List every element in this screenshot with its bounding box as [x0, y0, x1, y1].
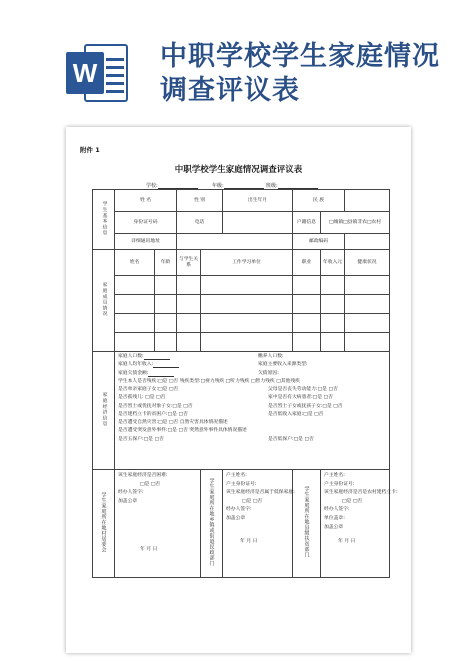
civil-affairs-head: 学生家庭所在地乡镇或街道民政部门 [201, 470, 223, 578]
economy-line: 是否烈士或优抚对象子女:□是 □否 [118, 403, 193, 409]
meta-grade: 年级: [212, 182, 264, 189]
economy-line: 是否低保户:□是 □否 [268, 437, 314, 442]
economy-line: 是否遭受突发意外事件:□是 □否 突然意外事件具体情况描述 [118, 428, 247, 434]
family-header-health: 健康状况 [345, 250, 390, 276]
economy-line: 赡养人口数: [258, 354, 284, 359]
ethnicity-value [345, 190, 390, 212]
student-section-label: 学生基本信息 [93, 190, 115, 250]
banner-title: 中职学校学生家庭情况调查评议表 [160, 41, 440, 106]
hukou-label: 户籍信息 [293, 212, 321, 234]
family-header-relation: 与学生关系 [177, 250, 201, 276]
phone-label: 电话 [177, 212, 223, 234]
id-label: 身份证号码 [115, 212, 177, 234]
economy-line: 家中是否有大病患者:□是 □否 [268, 395, 333, 401]
village-committee-head: 学生家庭所在地村居委会 [93, 470, 115, 578]
family-header-income: 年收入元 [321, 250, 345, 276]
family-header-workplace: 工作学习单位 [201, 250, 293, 276]
family-header-age: 年龄 [155, 250, 177, 276]
economy-line: 是否孤残儿: □是 □否 [118, 395, 166, 401]
document-title: 中职学校学生家庭情况调查评议表 [174, 165, 303, 175]
birth-label: 出生年月 [223, 190, 293, 212]
ethnicity-label: 民 族 [293, 190, 345, 212]
civil-affairs-cell: 户主姓名: 户主身份证号: 该生家庭经济是否属于低保家庭: □是 □否 经办人签字: 加盖公章 年 月 日 [223, 470, 293, 578]
meta-school: 学校: [146, 182, 198, 189]
document-page [66, 127, 411, 653]
word-letter: W [66, 52, 104, 94]
family-section-label: 家庭成员情况 [93, 250, 115, 352]
postcode-value [345, 234, 390, 250]
meta-class: 班级: [266, 182, 318, 189]
name-label: 姓 名 [115, 190, 177, 212]
economy-line: 是否遭受自然灾害:□是 □否 自然灾害具体情况描述 [118, 420, 228, 425]
economy-line: 家庭欠债金额: [118, 371, 268, 379]
postcode-label: 邮政编码 [293, 234, 345, 250]
economy-section-label: 家庭经济信息 [93, 352, 115, 470]
hukou-options: □城镇□县镇非农□农村 [321, 212, 390, 234]
word-icon [66, 44, 128, 102]
village-committee-cell: 该生家庭经济是否困难: □是 □否 经办人签字: 加盖公章 年 月 日 [115, 470, 201, 578]
economy-line: 是否建档立卡的贫困户:□是 □否 [118, 411, 188, 417]
economy-line: 父母是否丧失劳动能力:□是 □否 [268, 387, 338, 392]
annex-label: 附件 1 [80, 146, 100, 154]
economy-line: 家庭人口数: [118, 354, 268, 362]
gender-label: 性 别 [177, 190, 223, 212]
address-label: 详细通讯地址 [115, 234, 177, 250]
economy-line: 学生本人是否残疾:□是 □否 残疾类型:□视力残疾 □听力残疾 □智力残疾 □其他残疾 [118, 379, 300, 384]
address-value [177, 234, 293, 250]
economy-line: 是否五保户:□是 □否 [118, 437, 164, 442]
economy-line: 家庭主要收入来源类型: [258, 362, 308, 368]
family-header-occupation: 职业 [293, 250, 321, 276]
economy-line: 是否烈士子女或抚孩子女:□是 □否 [268, 403, 343, 409]
phone-value [223, 212, 293, 234]
header-banner [0, 0, 474, 118]
economy-line: 是否低收入家庭:□是 □否 [268, 411, 324, 417]
poverty-office-head: 学生家庭所在地县级扶贫部门 [293, 470, 321, 578]
economy-line: 家庭人均年收入: [118, 362, 268, 370]
economy-info-block [115, 352, 390, 470]
economy-line: 是否单亲家庭子女:□是 □否 [118, 387, 179, 392]
economy-line: 欠债原因: [258, 370, 279, 376]
poverty-office-cell: 户主姓名: 户主身份证号: 该生家庭经济是否是农村建档立卡: □是 □否 经办人签字: 单位盖章: 加盖公章 年 月 日 [321, 470, 390, 578]
family-header-name: 姓名 [115, 250, 155, 276]
survey-form-table [92, 189, 398, 578]
